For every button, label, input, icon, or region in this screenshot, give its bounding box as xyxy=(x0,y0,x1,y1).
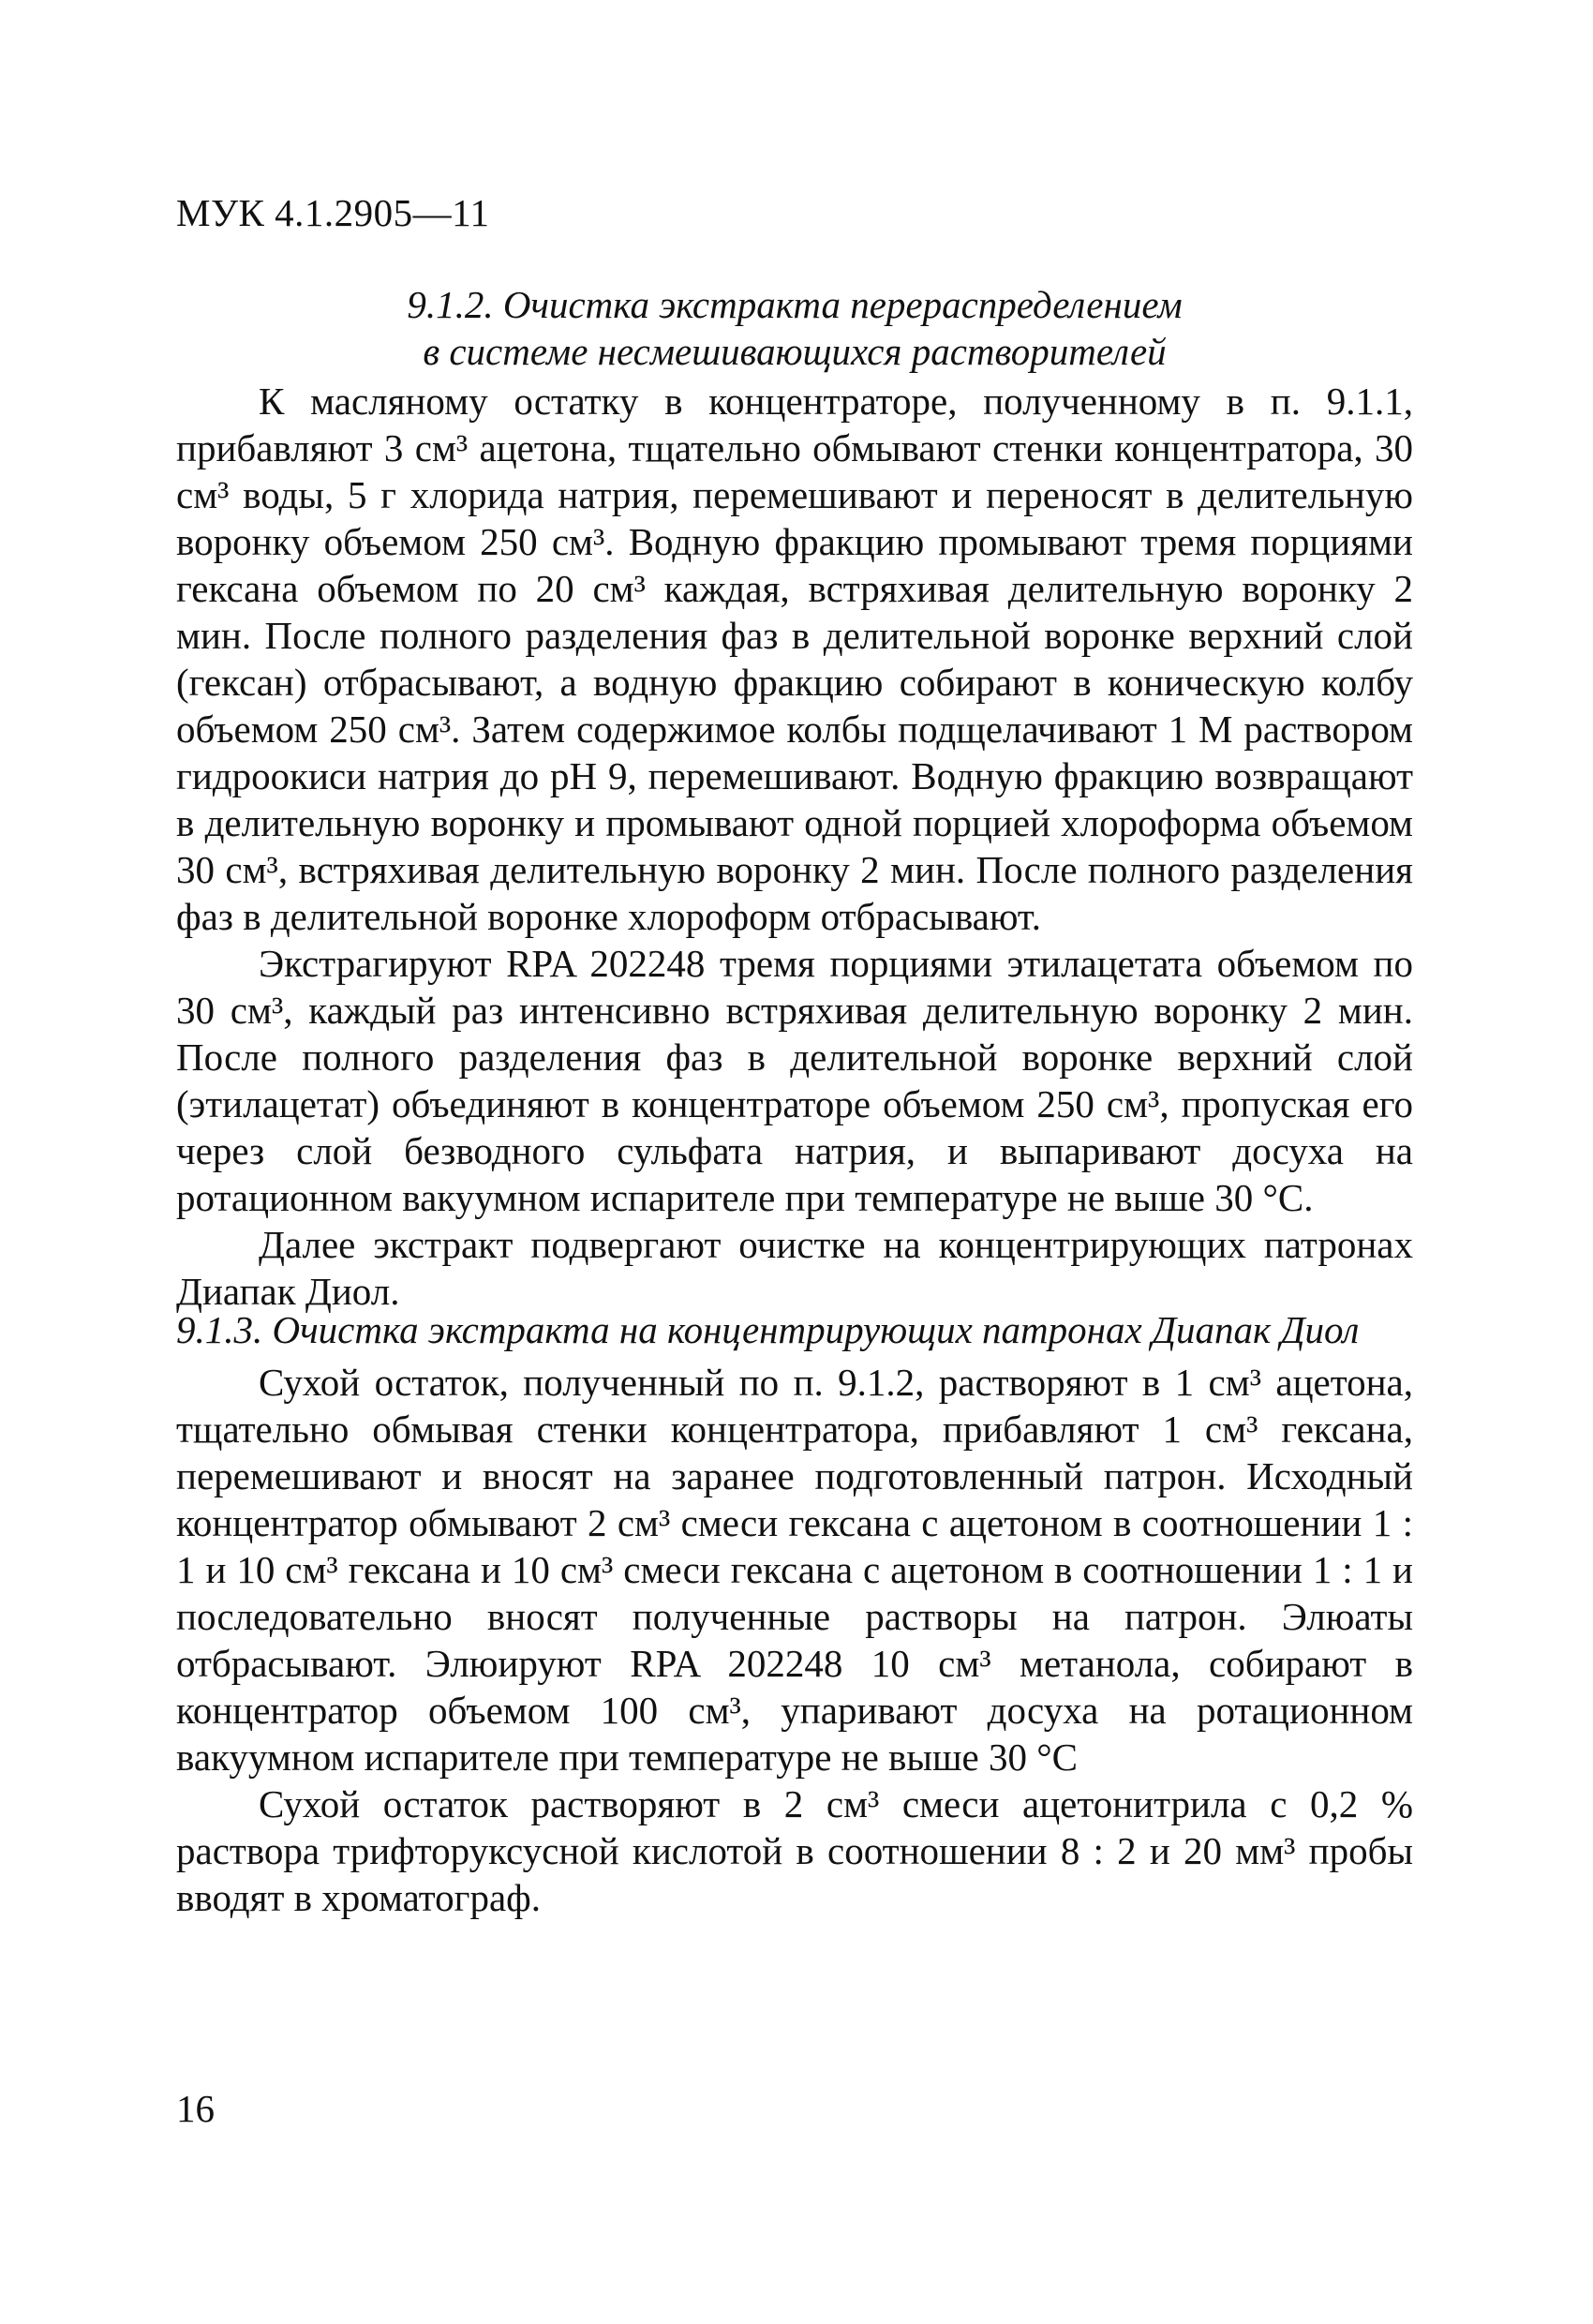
section-912-paragraph-3: Далее экстракт подвергают очистке на концентрирующих патронах Диапак Диол. xyxy=(176,1223,1413,1313)
section-912-heading-line2: в системе несмешивающихся растворителей xyxy=(423,330,1167,373)
section-913-body xyxy=(176,1359,1413,1921)
section-912-paragraph-2: Экстрагируют RPA 202248 тремя порциями этилацетата объемом по 30 см³, каждый раз интенсивно встряхивая делительную воронку 2 мин. После полного разделения фаз в делительной воронке верхний слой (этилацетат) объединяют в концентраторе объемом 250 см³, пропуская его через слой безводного сульфата натрия, и выпаривают досуха на ротационном вакуумном испарителе при температуре не выше 30 °С. xyxy=(176,942,1413,1219)
section-912-paragraph-1: К масляному остатку в концентраторе, полученному в п. 9.1.1, прибавляют 3 см³ ацетона, тщательно обмывают стенки концентратора, 30 см³ воды, 5 г хлорида натрия, перемешивают и переносят в делительную воронку объемом 250 см³. Водную фракцию промывают тремя порциями гексана объемом по 20 см³ каждая, встряхивая делительную воронку 2 мин. После полного разделения фаз в делительной воронке верхний слой (гексан) отбрасывают, а водную фракцию собирают в коническую колбу объемом 250 см³. Затем содержимое колбы подщелачивают 1 М раствором гидроокиси натрия до pH 9, перемешивают. Водную фракцию возвращают в делительную воронку и промывают одной порцией хлороформа объемом 30 см³, встряхивая делительную воронку 2 мин. После полного разделения фаз в делительной воронке хлороформ отбрасывают. xyxy=(176,380,1413,938)
page-number: 16 xyxy=(176,2087,215,2130)
section-912-heading xyxy=(176,281,1413,375)
section-913-paragraph-1: Сухой остаток, полученный по п. 9.1.2, растворяют в 1 см³ ацетона, тщательно обмывая стенки концентратора, прибавляют 1 см³ гексана, перемешивают и вносят на заранее подготовленный патрон. Исходный концентратор обмывают 2 см³ смеси гексана с ацетоном в соотношении 1 : 1 и 10 см³ гексана и 10 см³ смеси гексана с ацетоном в соотношении 1 : 1 и последовательно вносят полученные растворы на патрон. Элюаты отбрасывают. Элюируют RPA 202248 10 см³ метанола, собирают в концентратор объемом 100 см³, упаривают досуха на ротационном вакуумном испарителе при температуре не выше 30 °С xyxy=(176,1361,1413,1779)
document-code: МУК 4.1.2905—11 xyxy=(176,191,490,234)
section-913-heading: 9.1.3. Очистка экстракта на концентрирующих патронах Диапак Диол xyxy=(176,1308,1360,1351)
section-912-body xyxy=(176,378,1413,1315)
section-912-heading-line1: 9.1.2. Очистка экстракта перераспределением xyxy=(407,283,1183,326)
section-913-paragraph-2: Сухой остаток растворяют в 2 см³ смеси ацетонитрила с 0,2 % раствора трифторуксусной кислотой в соотношении 8 : 2 и 20 мм³ пробы вводят в хроматограф. xyxy=(176,1782,1413,1919)
